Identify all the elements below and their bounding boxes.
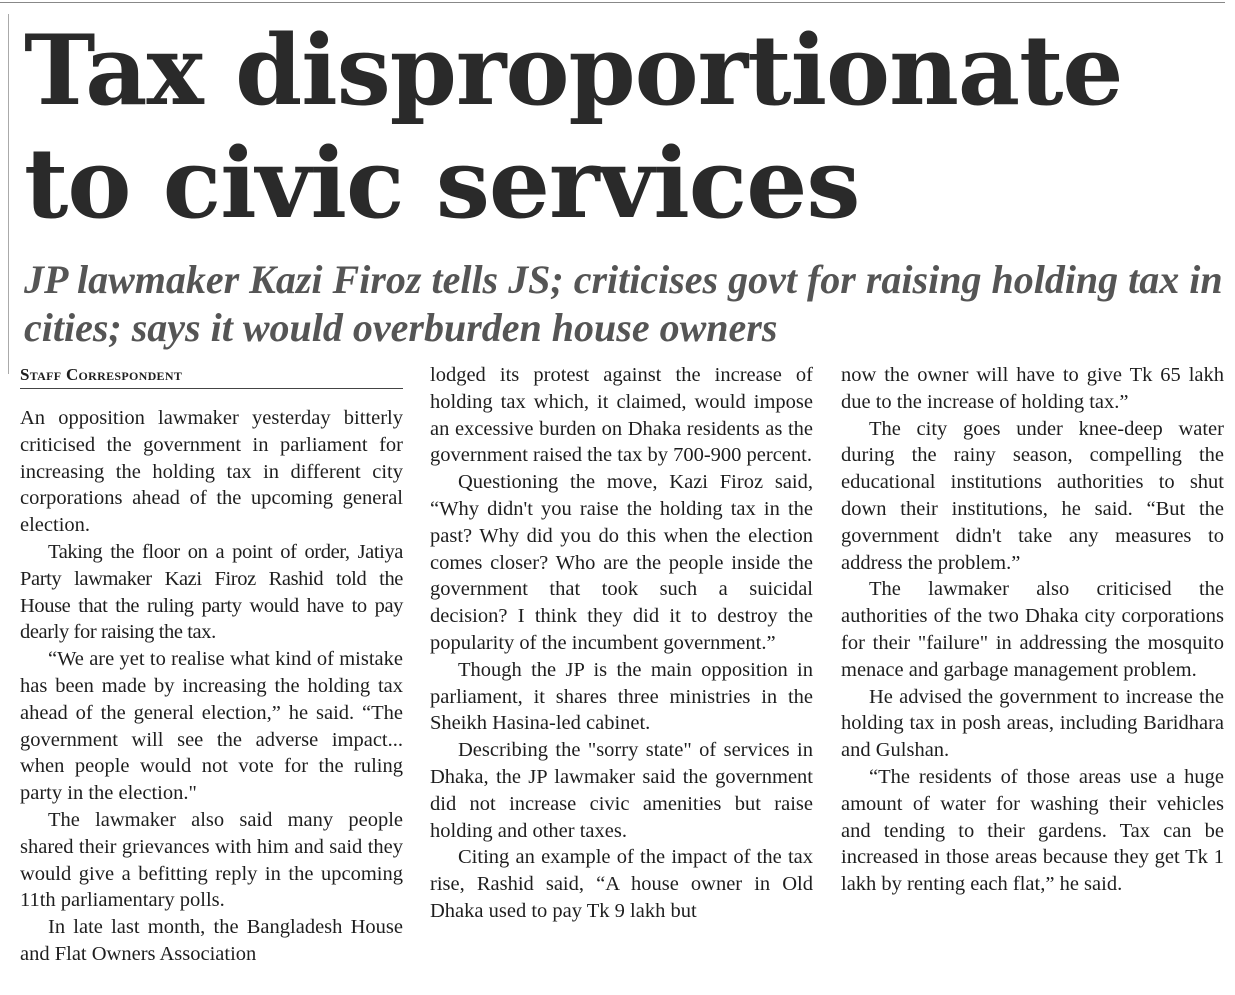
deck: JP lawmaker Kazi Firoz tells JS; criticises govt for raising holding tax in cities; says it would overburden house owners xyxy=(24,257,1223,350)
column-1 xyxy=(20,405,403,968)
paragraph: lodged its protest against the increase of holding tax which, it claimed, would impose an excessive burden on Dhaka residents as the government raised the tax by 700-900 percent. xyxy=(430,364,813,467)
paragraph: Describing the "sorry state" of services in Dhaka, the JP lawmaker said the government did not increase civic amenities but raise holding and other taxes. xyxy=(430,739,813,842)
column-2 xyxy=(430,362,813,925)
paragraph: “We are yet to realise what kind of mistake has been made by increasing the holding tax ahead of the general election,” he said. “The government will see the adverse impact... when people would not vote for the ruling party in the election." xyxy=(20,648,403,805)
paragraph: An opposition lawmaker yesterday bitterly criticised the government in parliament for increasing the holding tax in different city corporations ahead of the upcoming general election. xyxy=(20,407,403,537)
paragraph: The city goes under knee-deep water during the rainy season, compelling the educational institutions authorities to shut down their institutions, he said. “But the government didn't take any measures to address the problem.” xyxy=(841,417,1224,574)
paragraph: The lawmaker also said many people shared their grievances with him and said they would give a befitting reply in the upcoming 11th parliamentary polls. xyxy=(20,808,403,912)
paragraph: “The residents of those areas use a huge amount of water for washing their vehicles and tending to their gardens. Tax can be increased in those areas because they get Tk 1 lakh by renting each flat,” he said. xyxy=(841,765,1224,896)
byline: Staff Correspondent xyxy=(20,364,403,389)
paragraph: Citing an example of the impact of the tax rise, Rashid said, “A house owner in Old Dhaka used to pay Tk 9 lakh but xyxy=(430,846,813,922)
paragraph: He advised the government to increase the holding tax in posh areas, including Baridhara and Gulshan. xyxy=(841,685,1224,762)
top-rule xyxy=(0,2,1225,3)
paragraph: In late last month, the Bangladesh House and Flat Owners Association xyxy=(20,916,403,965)
paragraph: Questioning the move, Kazi Firoz said, “Why didn't you raise the holding tax in the past? Why did you do this when the election comes closer? Who are the people inside the government that took such a suicidal decision? I think they did it to destroy the popularity of the incumbent government.” xyxy=(430,471,813,654)
paragraph: Though the JP is the main opposition in parliament, it shares three ministries in the Sheikh Hasina-led cabinet. xyxy=(430,658,813,735)
paragraph: now the owner will have to give Tk 65 lakh due to the increase of holding tax.” xyxy=(841,364,1224,413)
paragraph: The lawmaker also criticised the authorities of the two Dhaka city corporations for their "failure" in addressing the mosquito menace and garbage management problem. xyxy=(841,578,1224,681)
left-rule xyxy=(8,14,9,374)
paragraph: Taking the floor on a point of order, Jatiya Party lawmaker Kazi Firoz Rashid told the House that the ruling party would have to pay dearly for raising the tax. xyxy=(20,540,403,644)
headline: Tax disproportionate to civic services xyxy=(24,14,1123,240)
column-3 xyxy=(841,362,1224,898)
